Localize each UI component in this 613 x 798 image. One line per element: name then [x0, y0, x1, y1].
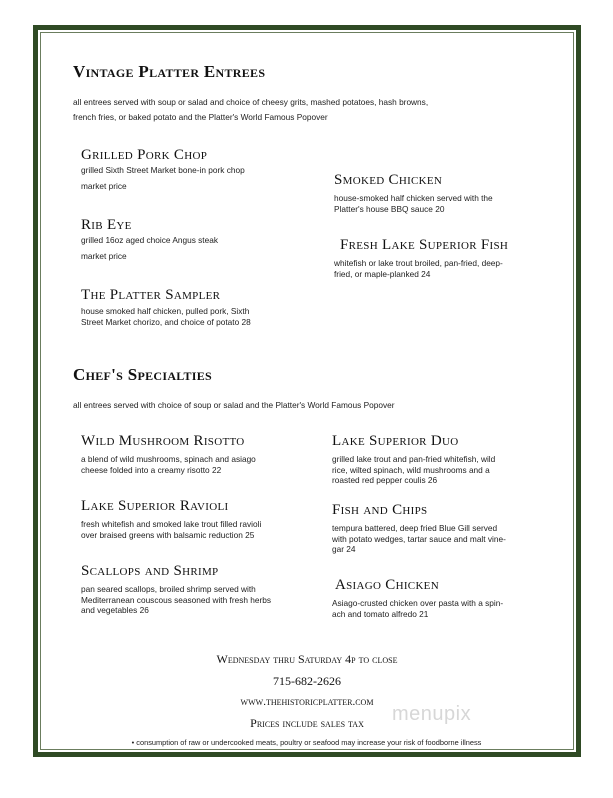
item-description: fresh whitefish and smoked lake trout filled ravioli	[81, 519, 262, 529]
item-description: gar 24	[332, 544, 356, 554]
specialties-intro: all entrees served with choice of soup or salad and the Platter's World Famous Popover	[73, 400, 395, 410]
item-description: and vegetables 26	[81, 605, 149, 615]
item-description: grilled lake trout and pan-fried whitefish, wild	[332, 454, 496, 464]
item-price: market price	[81, 180, 127, 191]
menu-item-lake-superior-fish	[334, 237, 564, 279]
section-title-entrees: Vintage Platter Entrees	[73, 62, 266, 81]
item-description: pan seared scallops, broiled shrimp served with	[81, 584, 256, 594]
entrees-intro	[73, 95, 573, 125]
item-description: over braised greens with balsamic reduction 25	[81, 529, 255, 540]
item-description: Mediterranean couscous seasoned with fresh herbs	[81, 594, 272, 605]
item-name: Grilled Pork Chop	[81, 147, 208, 163]
item-name: Scallops and Shrimp	[81, 563, 219, 579]
item-name: The Platter Sampler	[81, 287, 221, 303]
item-description: roasted red pepper coulis 26	[332, 475, 438, 485]
item-description: whitefish or lake trout broiled, pan-fried, deep-	[334, 258, 503, 268]
menu-item-lake-superior-duo	[332, 433, 562, 486]
menu-item-platter-sampler	[81, 287, 321, 327]
item-description: with potato wedges, tartar sauce and malt vine-	[332, 533, 506, 544]
item-description: Asiago-crusted chicken over pasta with a spin-	[332, 598, 504, 608]
item-name: Wild Mushroom Risotto	[81, 433, 245, 449]
menu-item-rib-eye	[81, 217, 321, 261]
menu-item-smoked-chicken	[334, 172, 564, 214]
item-description: rice, wilted spinach, wild mushrooms and a	[332, 464, 490, 475]
health-disclaimer: • consumption of raw or undercooked meats, poultry or seafood may increase your risk of foodborne illness	[131, 738, 482, 747]
item-description: grilled Sixth Street Market bone-in pork chop	[81, 165, 245, 175]
item-description: grilled 16oz aged choice Angus steak	[81, 235, 218, 245]
item-description: Street Market chorizo, and choice of potato 28	[81, 316, 251, 327]
menu-item-wild-mushroom-risotto	[81, 433, 321, 475]
menu-item-asiago-chicken	[332, 577, 562, 619]
menu-item-fish-and-chips	[332, 502, 562, 555]
section-title-specialties: Chef's Specialties	[73, 365, 213, 384]
item-name: Rib Eye	[81, 217, 132, 233]
item-description: house-smoked half chicken served with the	[334, 193, 493, 203]
phone-number: 715-682-2626	[273, 674, 341, 688]
item-description: Platter's house BBQ sauce 20	[334, 203, 445, 214]
item-name: Lake Superior Ravioli	[81, 498, 229, 514]
item-description: tempura battered, deep fried Blue Gill served	[332, 523, 498, 533]
item-name: Lake Superior Duo	[332, 433, 459, 449]
item-price: market price	[81, 250, 127, 261]
website-link[interactable]: www.thehistoricplatter.com	[240, 696, 374, 708]
item-name: Fresh Lake Superior Fish	[340, 237, 509, 253]
hours-text: Wednesday thru Saturday 4p to close	[216, 652, 398, 666]
item-description: house smoked half chicken, pulled pork, Sixth	[81, 306, 250, 316]
entrees-intro-line2: french fries, or baked potato and the Platter's World Famous Popover	[73, 112, 328, 122]
menu-item-lake-superior-ravioli	[81, 498, 321, 540]
item-description: ach and tomato alfredo 21	[332, 608, 429, 619]
inner-border	[40, 32, 574, 750]
entrees-intro-line1: all entrees served with soup or salad and choice of cheesy grits, mashed potatoes, hash browns,	[73, 97, 429, 107]
tax-note: Prices include sales tax	[250, 716, 364, 730]
watermark-logo: menupix	[392, 703, 472, 725]
item-description: fried, or maple-planked 24	[334, 268, 431, 279]
item-description: a blend of wild mushrooms, spinach and asiago	[81, 454, 256, 464]
menu-item-scallops-shrimp	[81, 563, 321, 616]
item-description: cheese folded into a creamy risotto 22	[81, 464, 222, 475]
item-name: Fish and Chips	[332, 502, 428, 518]
item-name: Asiago Chicken	[335, 577, 439, 593]
menu-item-grilled-pork-chop	[81, 147, 321, 191]
item-name: Smoked Chicken	[334, 172, 443, 188]
